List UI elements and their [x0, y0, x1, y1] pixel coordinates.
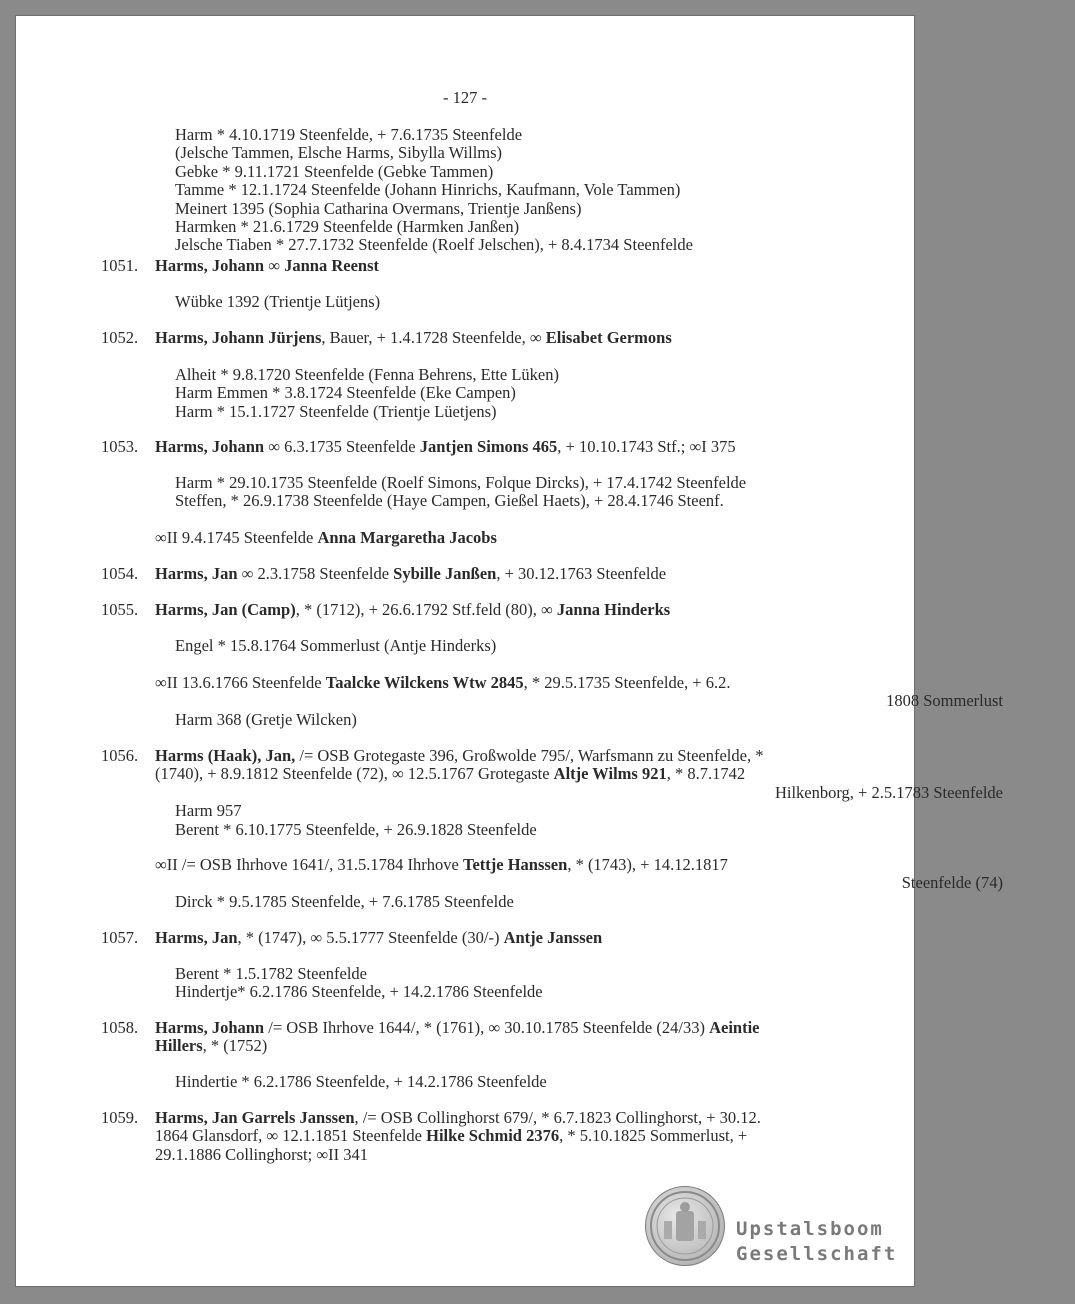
- spouse-name: Antje Janssen: [503, 928, 603, 947]
- person-name: Harms, Johann Jürjens: [155, 328, 322, 347]
- child-line: Harm * 29.10.1735 Steenfelde (Roelf Simons, Folque Dircks), + 17.4.1742 Steenfelde: [175, 473, 747, 492]
- child-line: Berent * 6.10.1775 Steenfelde, + 26.9.1828 Steenfelde: [175, 819, 537, 839]
- entry-text: 1864 Glansdorf, ∞ 12.1.1851 Steenfelde: [155, 1126, 427, 1146]
- entry-text: (1740), + 8.9.1812 Steenfelde (72), ∞ 12.5.1767 Grotegaste: [155, 764, 554, 784]
- entry-text: , Bauer, + 1.4.1728 Steenfelde, ∞: [321, 328, 546, 347]
- entry-1051: [15, 257, 1055, 275]
- entry-1051-children: [15, 293, 1075, 311]
- child-line: Harm 957: [175, 801, 242, 821]
- entry-text: , * (1712), + 26.6.1792 Stf.feld (80), ∞: [295, 600, 557, 619]
- child-line: Engel * 15.8.1764 Sommerlust (Antje Hinderks): [175, 636, 497, 655]
- marriage-text: , * (1743), + 14.12.1817: [567, 855, 728, 874]
- entry-text: /= OSB Grotegaste 396, Großwolde 795/, Warfsmann zu Steenfelde, *: [295, 746, 764, 765]
- child-line: Gebke * 9.11.1721 Steenfelde (Gebke Tammen): [175, 161, 494, 181]
- entry-1053: [15, 438, 1055, 456]
- entry-1053-marriage-2: [15, 529, 1055, 547]
- child-line: Harm 368 (Gretje Wilcken): [175, 709, 357, 729]
- entry-text: /= OSB Ihrhove 1644/, * (1761), ∞ 30.10.1785 Steenfelde (24/33): [264, 1018, 710, 1037]
- entry-1053-children: [15, 474, 1075, 511]
- continuation-line: Steenfelde (74): [901, 873, 1003, 893]
- child-line: Harm * 15.1.1727 Steenfelde (Trientje Lüetjens): [175, 401, 497, 421]
- entry-text: ∞ 6.3.1735 Steenfelde: [264, 437, 420, 456]
- spouse-name: Hillers: [155, 1036, 203, 1056]
- person-name: Harms, Johann: [155, 437, 265, 456]
- entry-text: , + 10.10.1743 Stf.; ∞I 375: [557, 437, 736, 456]
- document-page: [15, 15, 1003, 1287]
- person-name: Harms (Haak), Jan,: [155, 746, 296, 765]
- child-line: Jelsche Tiaben * 27.7.1732 Steenfelde (Roelf Jelschen), + 8.4.1734 Steenfelde: [175, 235, 693, 255]
- entry-1055-marriage-2: [15, 674, 1055, 729]
- spouse-name: Tettje Hanssen: [462, 855, 568, 874]
- child-line: Hindertje* 6.2.1786 Steenfelde, + 14.2.1786 Steenfelde: [175, 982, 543, 1002]
- marriage-text: ∞II 9.4.1745 Steenfelde: [155, 528, 318, 547]
- entry-1058-children: [15, 1073, 1075, 1091]
- marriage-text: ∞II 13.6.1766 Steenfelde: [155, 673, 326, 692]
- person-name: Harms, Jan: [155, 928, 238, 947]
- entry-1054: [15, 565, 1055, 583]
- spouse-name: Jantjen Simons 465: [419, 437, 558, 456]
- entry-text: , * (1747), ∞ 5.5.1777 Steenfelde (30/-): [237, 928, 504, 947]
- person-name: Harms, Johann: [155, 256, 265, 275]
- entry-text: , * 5.10.1825 Sommerlust, +: [559, 1126, 748, 1146]
- entry-number: 1055.: [101, 600, 139, 619]
- child-line: Berent * 1.5.1782 Steenfelde: [175, 964, 367, 983]
- person-name: Harms, Jan: [155, 564, 238, 583]
- child-line: Tamme * 12.1.1724 Steenfelde (Johann Hinrichs, Kaufmann, Vole Tammen): [175, 180, 681, 200]
- child-line: Harmken * 21.6.1729 Steenfelde (Harmken Janßen): [175, 217, 520, 237]
- child-line: Steffen, * 26.9.1738 Steenfelde (Haye Campen, Gießel Haets), + 28.4.1746 Steenf.: [175, 491, 724, 511]
- entry-1052-children: [15, 366, 1075, 421]
- person-name: Harms, Johann: [155, 1018, 265, 1037]
- entry-1058: [15, 1019, 1055, 1056]
- continuation-line: Hilkenborg, + 2.5.1783 Steenfelde: [774, 782, 1003, 802]
- marriage-text: ∞II /= OSB Ihrhove 1641/, 31.5.1784 Ihrhove: [155, 855, 463, 874]
- marriage-text: , * 29.5.1735 Steenfelde, + 6.2.: [523, 673, 731, 692]
- society-seal-icon: [645, 1186, 725, 1266]
- entry-number: 1053.: [101, 437, 139, 456]
- spouse-name: Altje Wilms 921: [553, 764, 667, 784]
- entry-number: 1058.: [101, 1018, 139, 1037]
- spouse-name: Janna Hinderks: [556, 600, 671, 619]
- spouse-name: Sybille Janßen: [393, 564, 497, 583]
- page-number: - 127 -: [443, 88, 487, 107]
- child-line: Meinert 1395 (Sophia Catharina Overmans, Trientje Janßens): [175, 198, 582, 218]
- spouse-name: Aeintie: [709, 1018, 760, 1037]
- child-line: Harm * 4.10.1719 Steenfelde, + 7.6.1735 Steenfelde: [175, 125, 523, 144]
- child-line: (Jelsche Tammen, Elsche Harms, Sibylla Willms): [175, 143, 503, 163]
- entry-1059: [15, 1109, 1055, 1164]
- entry-1057: [15, 929, 1055, 947]
- continuation-line: 1808 Sommerlust: [886, 691, 1003, 711]
- entry-text: 29.1.1886 Collinghorst; ∞II 341: [155, 1144, 368, 1164]
- entry-text: , * 8.7.1742: [666, 764, 746, 784]
- entry-1055: [15, 601, 1055, 619]
- child-line: Wübke 1392 (Trientje Lütjens): [175, 292, 381, 311]
- entry-number: 1059.: [101, 1108, 139, 1127]
- person-name: Harms, Jan (Camp): [155, 600, 296, 619]
- child-line: Hindertie * 6.2.1786 Steenfelde, + 14.2.1786 Steenfelde: [175, 1072, 547, 1091]
- spouse-name: Taalcke Wilckens Wtw 2845: [325, 673, 524, 692]
- logo-line-2: Gesellschaft: [736, 1243, 898, 1265]
- child-line: Harm Emmen * 3.8.1724 Steenfelde (Eke Campen): [175, 383, 516, 403]
- entry-text: , + 30.12.1763 Steenfelde: [496, 564, 667, 583]
- entry-1055-children: [15, 637, 1075, 655]
- entry-number: 1056.: [101, 746, 139, 765]
- entry-number: 1051.: [101, 256, 139, 275]
- entry-text: ∞: [264, 256, 285, 275]
- entry-1052: [15, 329, 1055, 347]
- entry-text: , * (1752): [202, 1036, 268, 1056]
- entry-1056: [15, 747, 1055, 839]
- spouse-name: Anna Margaretha Jacobs: [317, 528, 497, 547]
- child-line: Dirck * 9.5.1785 Steenfelde, + 7.6.1785 Steenfelde: [175, 891, 514, 911]
- person-name: Harms, Jan Garrels Janssen: [155, 1108, 355, 1127]
- logo-line-1: Upstalsboom: [736, 1218, 884, 1240]
- entry-1057-children: [15, 965, 1075, 1002]
- top-children-list: [15, 126, 1075, 255]
- spouse-name: Janna Reenst: [284, 256, 380, 275]
- entry-number: 1054.: [101, 564, 139, 583]
- spouse-name: Elisabet Germons: [545, 328, 672, 347]
- entry-text: , /= OSB Collinghorst 679/, * 6.7.1823 Collinghorst, + 30.12.: [354, 1108, 761, 1127]
- entry-text: ∞ 2.3.1758 Steenfelde: [237, 564, 394, 583]
- entry-number: 1057.: [101, 928, 139, 947]
- entry-number: 1052.: [101, 328, 139, 347]
- entry-1056-marriage-2: [15, 856, 1055, 911]
- spouse-name: Hilke Schmid 2376: [426, 1126, 560, 1146]
- child-line: Alheit * 9.8.1720 Steenfelde (Fenna Behrens, Ette Lüken): [175, 365, 559, 384]
